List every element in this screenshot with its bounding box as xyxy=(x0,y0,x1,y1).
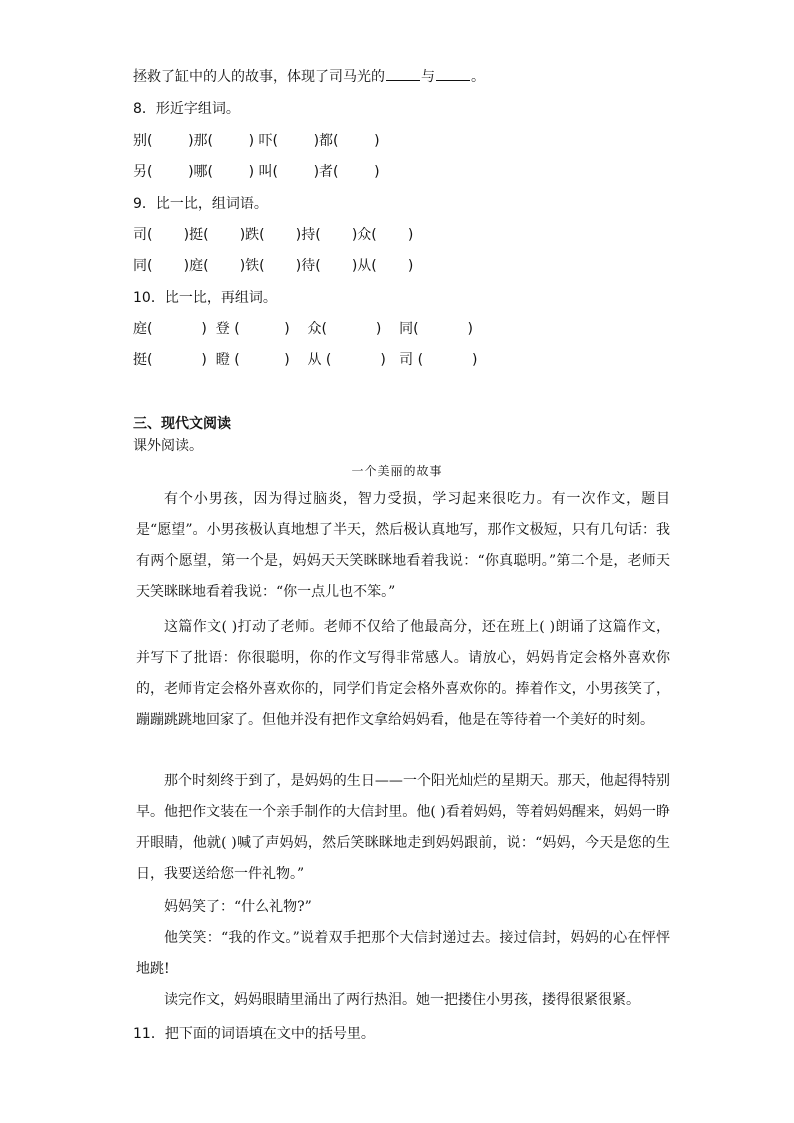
question-11-title: 11．把下面的词语填在文中的括号里。 xyxy=(133,1026,375,1042)
question-10-row-2: 挺( ) 瞪 ( ) 从 ( ) 司 ( ) xyxy=(133,352,478,368)
story-paragraph-5: 他笑笑：“我的作文。”说着双手把那个大信封递过去。接过信封，妈妈的心在怦怦地跳! xyxy=(136,930,670,977)
story-paragraph-3: 那个时刻终于到了，是妈妈的生日——一个阳光灿烂的星期天。那天，他起得特别早。他把作文装在一个亲手制作的大信封里。他( )看着妈妈，等着妈妈醒来，妈妈一睁开眼睛，他就( )喊了声妈妈，然后笑眯眯地走到妈妈跟前，说：“妈妈，今天是您的生日，我要送给您一件礼物。” xyxy=(136,773,670,882)
answer-blank-2[interactable] xyxy=(436,66,470,81)
question-10-row-1: 庭( ) 登 ( ) 众( ) 同( ) xyxy=(133,321,474,337)
question-7-connector: 与 xyxy=(421,69,435,85)
question-8-row-2: 另( )哪( ) 叫( )者( ) xyxy=(133,164,380,180)
question-7-tail xyxy=(133,66,485,87)
story-paragraph-4: 妈妈笑了：“什么礼物?” xyxy=(164,899,312,915)
question-10-title: 10．比一比，再组词。 xyxy=(133,290,277,306)
question-7-text: 拯救了缸中的人的故事，体现了司马光的 xyxy=(133,69,385,85)
story-paragraph-1: 有个小男孩，因为得过脑炎，智力受损，学习起来很吃力。有一次作文，题目是“愿望”。小男孩极认真地想了半天，然后极认真地写，那作文极短，只有几句话：我有两个愿望，第一个是，妈妈天天笑眯眯地看着我说：“你真聪明。”第二个是，老师天天笑眯眯地看着我说：“你一点儿也不笨。” xyxy=(136,491,670,600)
section-3-subtitle: 课外阅读。 xyxy=(133,438,203,454)
story-title: 一个美丽的故事 xyxy=(351,464,443,478)
question-8-title: 8．形近字组词。 xyxy=(133,101,240,117)
question-9-row-1: 司( )挺( )跌( )持( )众( ) xyxy=(133,227,414,243)
story-paragraph-6: 读完作文，妈妈眼睛里涌出了两行热泪。她一把搂住小男孩，搂得很紧很紧。 xyxy=(164,992,640,1008)
question-9-title: 9．比一比，组词语。 xyxy=(133,196,268,212)
answer-blank-1[interactable] xyxy=(386,66,420,81)
question-7-end: 。 xyxy=(471,69,485,85)
section-3-title: 三、现代文阅读 xyxy=(133,416,231,432)
question-8-row-1: 别( )那( ) 吓( )都( ) xyxy=(133,133,380,149)
question-9-row-2: 同( )庭( )铁( )待( )从( ) xyxy=(133,258,414,274)
story-paragraph-2: 这篇作文( )打动了老师。老师不仅给了他最高分，还在班上( )朗诵了这篇作文，并写下了批语：你很聪明，你的作文写得非常感人。请放心，妈妈肯定会格外喜欢你的，老师肯定会格外喜欢你的，同学们肯定会格外喜欢你的。捧着作文，小男孩笑了，蹦蹦跳跳地回家了。但他并没有把作文拿给妈妈看，他是在等待着一个美好的时刻。 xyxy=(136,619,670,728)
